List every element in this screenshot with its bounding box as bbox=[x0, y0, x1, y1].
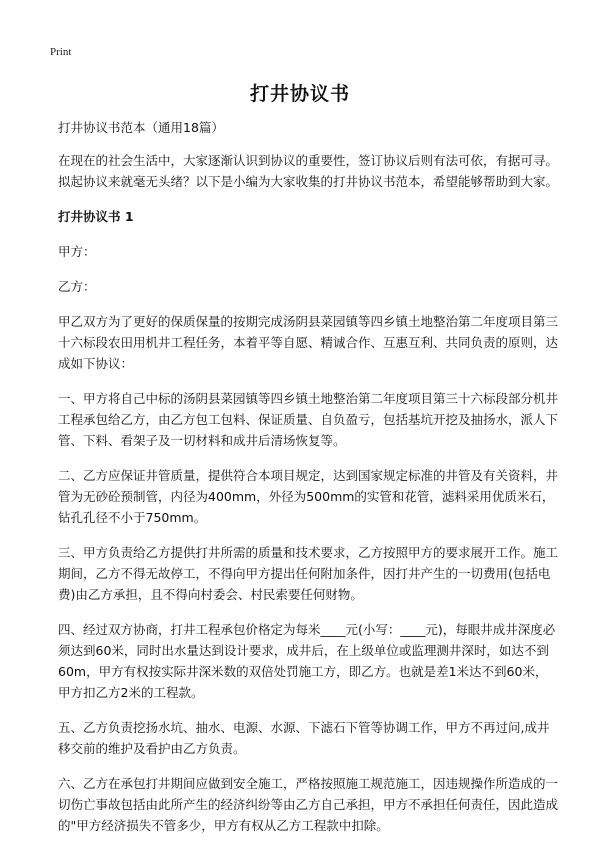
clause-3: 三、甲方负责给乙方提供打井所需的质量和技术要求，乙方按照甲方的要求展开工作。施工期间，乙方不得无故停工，不得向甲方提出任何附加条件，因打井产生的一切费用(包括电费)由乙方承担，且不得向村委会、村民索要任何财物。 bbox=[58, 545, 559, 602]
page-title: 打井协议书 bbox=[249, 83, 350, 105]
clause-6: 六、乙方在承包打井期间应做到安全施工，严格按照施工规范施工，因违规操作所造成的一切伤亡事故包括由此所产生的经济纠纷等由乙方自己承担，甲方不承担任何责任，因此造成的"甲方经济损失不管多少，甲方有权从乙方工程款中扣除。 bbox=[58, 776, 559, 833]
clause-5: 五、乙方负责挖扬水坑、抽水、电源、水源、下滤石下管等协调工作，甲方不再过问,成井移交前的维护及看护由乙方负责。 bbox=[58, 720, 550, 756]
party-a-line: 甲方： bbox=[58, 244, 96, 259]
clause-1: 一、甲方将自己中标的汤阴县菜园镇等四乡镇土地整治第二年度项目第三十六标段部分机井工程承包给乙方，由乙方包工包料、保证质量、自负盈亏，包括基坑开挖及抽扬水，派人下管、下料、看架子及一切材料和成井后清场恢复等。 bbox=[58, 391, 559, 448]
intro-paragraph: 在现在的社会生活中，大家逐渐认识到协议的重要性，签订协议后则有法可依，有据可寻。拟起协议来就毫无头绪？以下是小编为大家收集的打井协议书范本，希望能够帮助到大家。 bbox=[58, 153, 559, 189]
clause-2: 二、乙方应保证井管质量，提供符合本项目规定，达到国家规定标准的井管及有关资料，井管为无砂砼预制管，内径为400mm，外径为500mm的实管和花管，滤料采用优质米石，钻孔孔径不小于750mm。 bbox=[58, 468, 559, 525]
section-heading: 打井协议书 1 bbox=[58, 209, 134, 224]
document-subtitle: 打井协议书范本（通用18篇） bbox=[58, 120, 224, 135]
document-body bbox=[58, 117, 558, 850]
print-link[interactable]: Print bbox=[50, 46, 72, 58]
agreement-preamble: 甲乙双方为了更好的保质保量的按期完成汤阴县菜园镇等四乡镇土地整治第二年度项目第三十六标段农田用机井工程任务，本着平等自愿、精诚合作、互惠互利、共同负责的原则，达成如下协议： bbox=[58, 314, 559, 371]
party-b-line: 乙方： bbox=[58, 279, 96, 294]
clause-4: 四、经过双方协商，打井工程承包价格定为每米____元(小写：____元)，每眼井成井深度必须达到60米，同时出水量达到设计要求，成井后，在上级单位或监理测井深时，如达不到60m，甲方有权按实际井深米数的双倍处罚施工方，即乙方。也就是差1米达不到60米，甲方扣乙方2米的工程款。 bbox=[58, 622, 556, 700]
